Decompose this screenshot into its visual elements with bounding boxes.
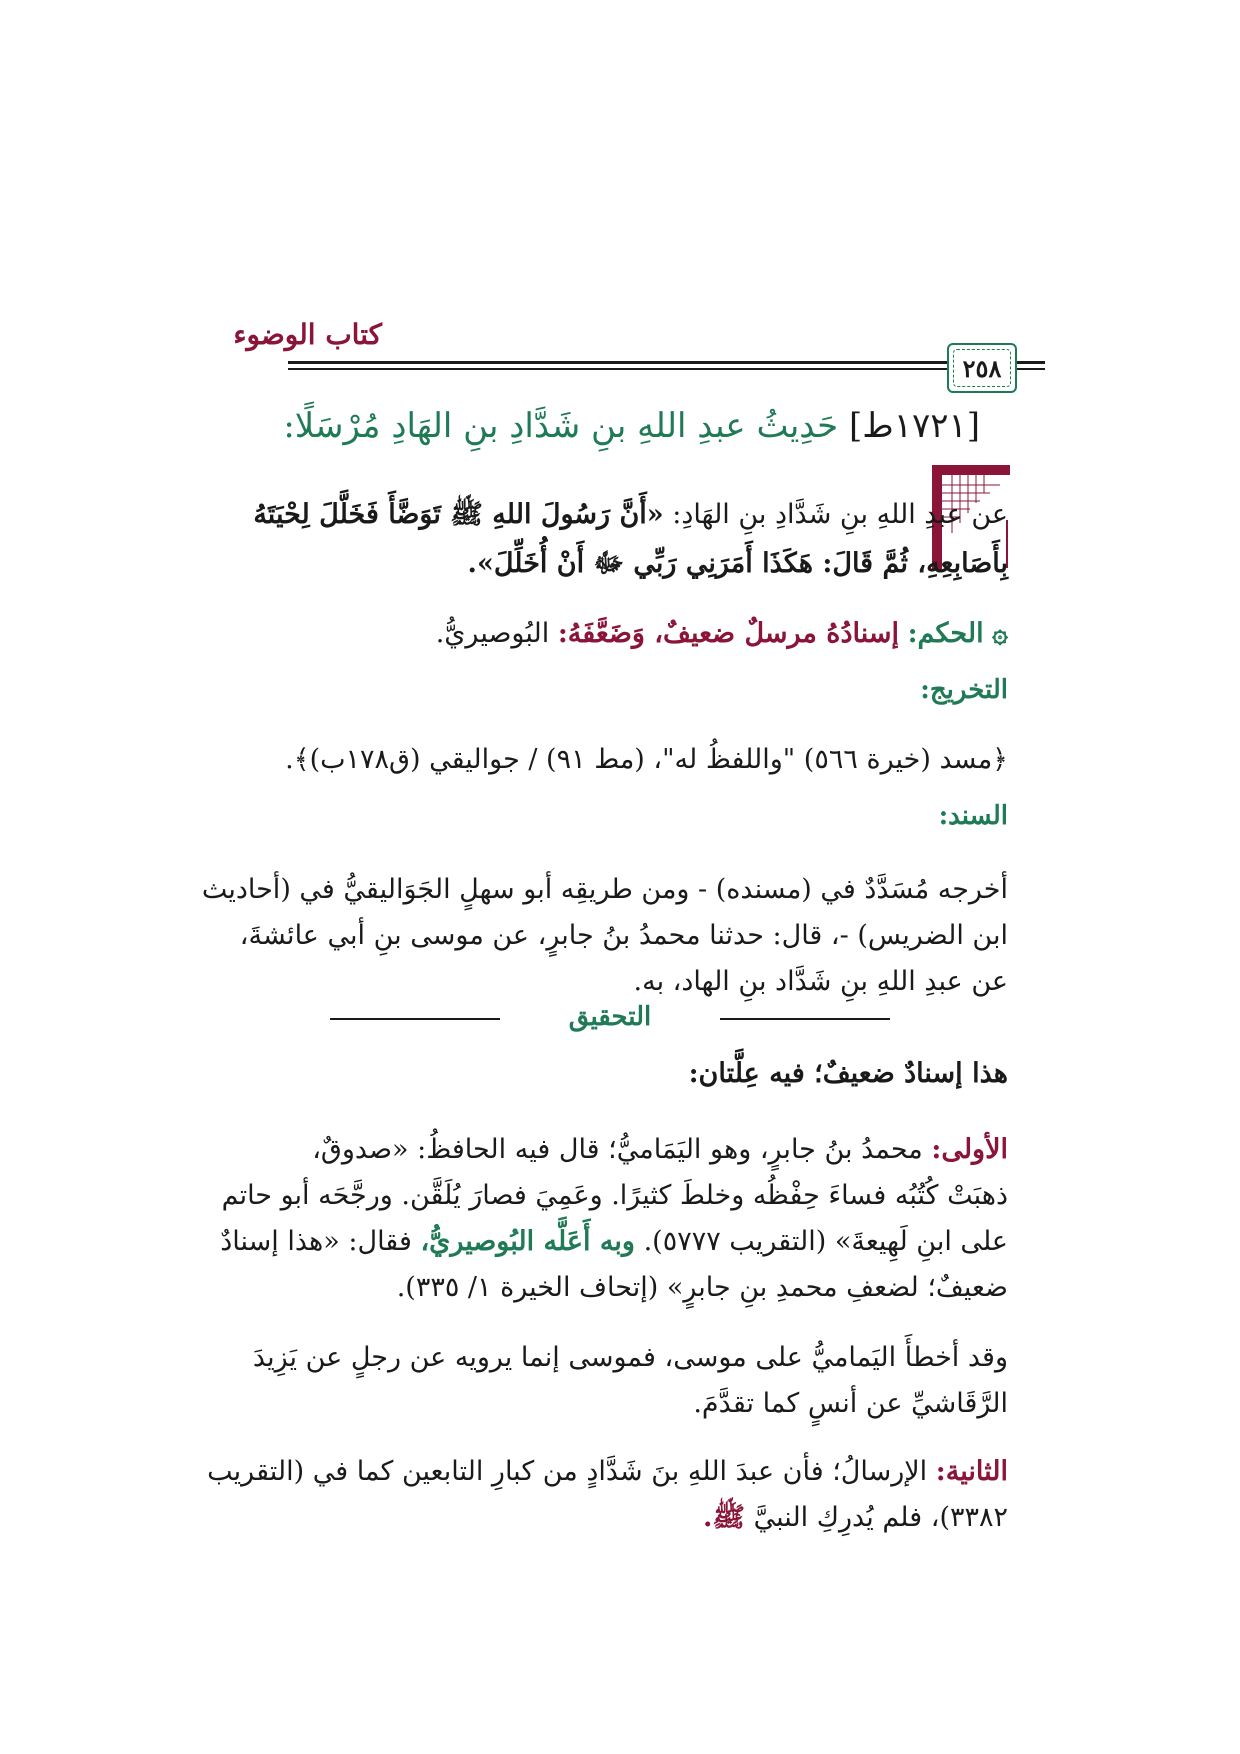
- first-cause-text-3b: وبه أَعَلَّه البُوصيريُّ،: [420, 1226, 635, 1257]
- second-cause-label: الثانية:: [935, 1456, 1008, 1487]
- header-rule: [288, 361, 1045, 364]
- second-cause-line-2: [188, 1496, 1008, 1540]
- first-cause-label: الأولى:: [931, 1134, 1008, 1165]
- sanad-line-3: عن عبدِ اللهِ بنِ شَدَّاد بنِ الهاد، به.: [633, 966, 1008, 997]
- first-cause-line-1: [188, 1128, 1008, 1172]
- takhrij-heading: التخريج:: [920, 675, 1008, 705]
- first-cause-text-1: محمدُ بنُ جابرٍ، وهو اليَمَاميُّ؛ قال فيه الحافظُ: «صدوقٌ،: [312, 1134, 923, 1165]
- takhrij-line: ﴿مسد (خيرة ٥٦٦) "واللفظُ له"، (مط ٩١) / جواليقي (ق١٧٨ب)﴾.: [285, 744, 1008, 775]
- first-cause-line-2: ذهبَتْ كُتُبُه فساءَ حِفْظُه وخلطَ كثيرًا. وعَمِيَ فصارَ يُلَقَّن. ورجَّحَه أبو حاتم: [221, 1180, 1008, 1211]
- header-rule-thin: [288, 368, 1045, 370]
- sanad-heading: السند:: [938, 801, 1008, 831]
- tahqiq-opening: هذا إسنادٌ ضعيفٌ؛ فيه عِلَّتان:: [688, 1058, 1008, 1089]
- sanad-line-2: ابن الضريس) -، قال: حدثنا محمدُ بنُ جابرٍ، عن موسى بنِ أبي عائشةَ،: [239, 920, 1008, 951]
- hadith-text-line-2: [188, 542, 1008, 586]
- para2-line-2: الرَّقَاشيِّ عن أنسٍ كما تقدَّمَ.: [693, 1388, 1008, 1419]
- sanad-line-1: أخرجه مُسَدَّدٌ في (مسنده) - ومن طريقِه أبو سهلٍ الجَوَاليقيُّ في (أحاديث: [201, 874, 1008, 905]
- hadith-matn-1: «أَنَّ رَسُولَ اللهِ ﷺ تَوَضَّأَ فَخَلَّلَ لِحْيَتَهُ: [253, 499, 664, 530]
- second-cause-text-1: الإرسالُ؛ فأن عبدَ اللهِ بنَ شَدَّادٍ من كبارِ التابعين كما في (التقريب: [207, 1456, 928, 1487]
- hadith-number: [١٧٢١ط]: [848, 406, 980, 446]
- first-cause-line-4: ضعيفٌ؛ لضعفِ محمدِ بنِ جابرٍ» (إتحاف الخيرة ١/ ٣٣٥).: [396, 1272, 1008, 1303]
- ruling-line: [188, 612, 1008, 656]
- first-cause-text-3c: فقال: «هذا إسنادٌ: [220, 1226, 412, 1257]
- first-cause-text-3a: على ابنِ لَهِيعةَ» (التقريب ٥٧٧٧).: [643, 1226, 1008, 1257]
- hadith-intro: عن عبدِ اللهِ بنِ شَدَّادِ بنِ الهَادِ:: [672, 499, 1008, 530]
- page-number: ٢٥٨: [962, 353, 1002, 383]
- ruling-by: البُوصيريُّ.: [435, 618, 550, 649]
- hadith-text-line-1: [188, 493, 1008, 537]
- second-cause-text-2a: ٣٣٨٢)، فلم يُدرِكِ النبيَّ: [753, 1502, 1008, 1533]
- hadith-matn-2: بِأَصَابِعِهِ، ثُمَّ قَالَ: هَكَذَا أَمَرَنِي رَبِّي ﷻ أَنْ أُخَلِّلَ».: [467, 548, 1008, 579]
- hadith-title: حَدِيثُ عبدِ اللهِ بنِ شَدَّادِ بنِ الهَادِ مُرْسَلًا:: [283, 406, 839, 446]
- book-title: كتاب الوضوء: [233, 318, 382, 351]
- tahqiq-label: التحقيق: [568, 1002, 652, 1032]
- page-number-frame: [947, 343, 1017, 393]
- ruling-text: إسنادُهُ مرسلٌ ضعيفٌ، وَضَعَّفَهُ:: [557, 618, 899, 649]
- ruling-label: الحكم:: [907, 618, 984, 649]
- first-cause-line-3: [188, 1220, 1008, 1264]
- para2-line-1: وقد أخطأَ اليَماميُّ على موسى، فموسى إنما يرويه عن رجلٍ عن يَزِيدَ: [252, 1342, 1008, 1373]
- second-cause-line-1: [188, 1450, 1008, 1494]
- hadith-heading: [80, 406, 980, 446]
- ruling-marker-icon: ۞: [992, 618, 1008, 649]
- tahqiq-divider: [330, 1004, 890, 1034]
- salutation-icon: ﷺ.: [703, 1502, 746, 1533]
